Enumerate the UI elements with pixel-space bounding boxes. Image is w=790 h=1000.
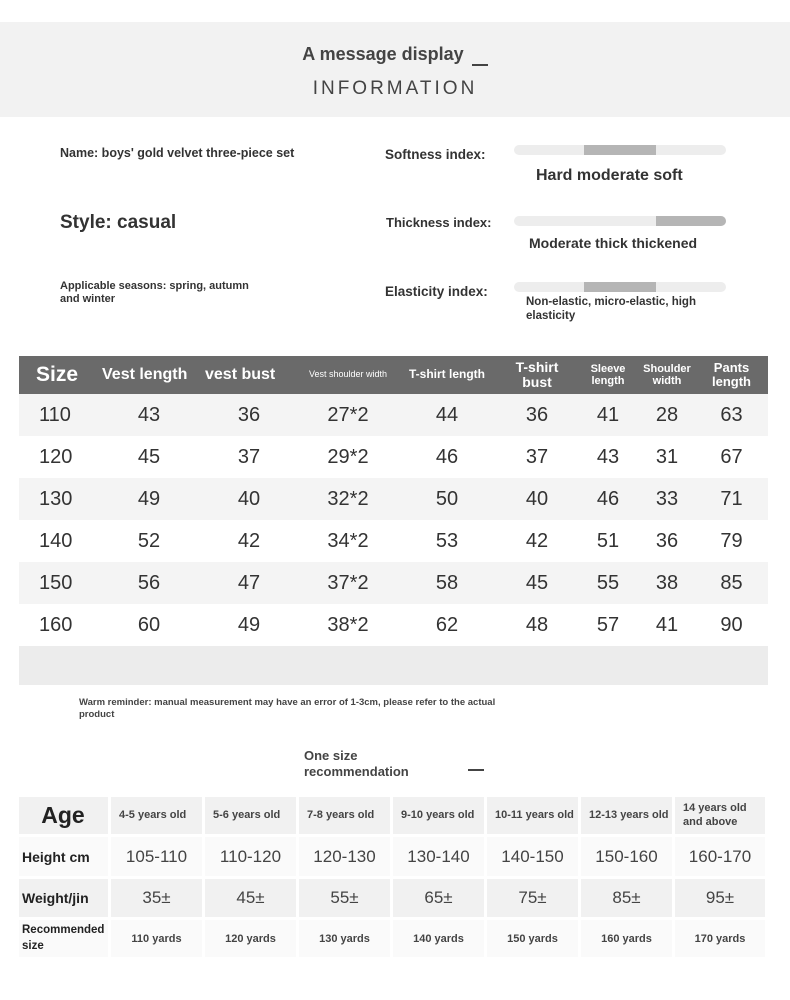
weight-cell: 55± [299, 879, 393, 920]
age-cell: 9-10 years old [393, 797, 487, 837]
elasticity-caption: Non-elastic, micro-elastic, high elasticity [526, 296, 696, 322]
weight-cell: 65± [393, 879, 487, 920]
elasticity-scale [514, 282, 726, 292]
col-header: T-shirt bust [497, 356, 577, 394]
product-style: Style: casual [60, 212, 177, 233]
table-cell: 47 [199, 562, 299, 604]
table-cell: 46 [577, 478, 639, 520]
table-cell: 48 [497, 604, 577, 646]
col-header: T-shirt length [397, 356, 497, 394]
table-cell: 120 [19, 436, 99, 478]
table-row [19, 562, 768, 604]
table-row [19, 604, 768, 646]
col-header: Shoulder width [639, 356, 695, 394]
table-row [19, 478, 768, 520]
table-cell: 33 [639, 478, 695, 520]
table-cell: 43 [99, 394, 199, 436]
size-table-header [19, 356, 768, 394]
table-cell: 43 [577, 436, 639, 478]
page-title [0, 44, 790, 66]
table-cell: 45 [497, 562, 577, 604]
table-cell: 31 [639, 436, 695, 478]
weight-cell: 95± [675, 879, 768, 920]
table-cell: 27*2 [299, 394, 397, 436]
weight-cell: 85± [581, 879, 675, 920]
col-header: Vest shoulder width [299, 356, 397, 394]
table-cell: 58 [397, 562, 497, 604]
height-cell: 120-130 [299, 837, 393, 879]
table-cell: 51 [577, 520, 639, 562]
table-cell: 28 [639, 394, 695, 436]
table-cell: 52 [99, 520, 199, 562]
table-cell: 150 [19, 562, 99, 604]
table-cell: 71 [695, 478, 768, 520]
table-cell: 60 [99, 604, 199, 646]
age-cell: 10-11 years old [487, 797, 581, 837]
table-cell: 130 [19, 478, 99, 520]
table-cell: 42 [497, 520, 577, 562]
table-cell: 36 [497, 394, 577, 436]
weight-row [19, 879, 768, 920]
title-dash [472, 64, 488, 66]
elasticity-scale-fill [584, 282, 656, 292]
table-filler-cell [19, 646, 768, 685]
table-cell: 85 [695, 562, 768, 604]
recommendation-title [304, 748, 409, 779]
table-cell: 110 [19, 394, 99, 436]
height-cell: 160-170 [675, 837, 768, 879]
weight-cell: 35± [111, 879, 205, 920]
table-cell: 53 [397, 520, 497, 562]
col-header: Vest length [99, 356, 199, 394]
size-cell: 150 yards [487, 920, 581, 960]
table-cell: 46 [397, 436, 497, 478]
height-row [19, 837, 768, 879]
thickness-scale-fill [656, 216, 726, 226]
table-cell: 56 [99, 562, 199, 604]
softness-caption: Hard moderate soft [536, 167, 683, 184]
recommendation-table [19, 797, 768, 960]
row-label-height: Height cm [19, 837, 111, 879]
height-cell: 110-120 [205, 837, 299, 879]
height-cell: 105-110 [111, 837, 205, 879]
size-cell: 160 yards [581, 920, 675, 960]
col-header: Pants length [695, 356, 768, 394]
table-cell: 44 [397, 394, 497, 436]
table-cell: 36 [639, 520, 695, 562]
age-cell: 7-8 years old [299, 797, 393, 837]
recommendation-dash [468, 769, 484, 771]
table-row [19, 394, 768, 436]
table-cell: 90 [695, 604, 768, 646]
table-cell: 45 [99, 436, 199, 478]
table-cell: 29*2 [299, 436, 397, 478]
table-cell: 49 [199, 604, 299, 646]
size-cell: 120 yards [205, 920, 299, 960]
table-cell: 140 [19, 520, 99, 562]
recommendation-title-line2: recommendation [304, 763, 409, 779]
page-subtitle: INFORMATION [312, 78, 478, 99]
table-cell: 49 [99, 478, 199, 520]
size-cell: 110 yards [111, 920, 205, 960]
table-row [19, 436, 768, 478]
table-cell: 38*2 [299, 604, 397, 646]
weight-cell: 75± [487, 879, 581, 920]
elasticity-label: Elasticity index: [385, 284, 488, 299]
table-cell: 67 [695, 436, 768, 478]
height-cell: 140-150 [487, 837, 581, 879]
table-cell: 63 [695, 394, 768, 436]
age-row [19, 797, 768, 837]
table-cell: 32*2 [299, 478, 397, 520]
weight-cell: 45± [205, 879, 299, 920]
col-header: vest bust [199, 356, 299, 394]
table-cell: 62 [397, 604, 497, 646]
thickness-caption: Moderate thick thickened [529, 235, 698, 251]
table-cell: 160 [19, 604, 99, 646]
table-cell: 55 [577, 562, 639, 604]
table-row [19, 520, 768, 562]
softness-scale-fill [584, 145, 656, 155]
age-cell: 4-5 years old [111, 797, 205, 837]
size-cell: 170 yards [675, 920, 768, 960]
height-cell: 130-140 [393, 837, 487, 879]
product-name: Name: boys' gold velvet three-piece set [60, 146, 295, 160]
table-cell: 37 [199, 436, 299, 478]
table-cell: 36 [199, 394, 299, 436]
row-label-size: Recommended size [19, 920, 111, 960]
table-cell: 79 [695, 520, 768, 562]
table-cell: 57 [577, 604, 639, 646]
thickness-scale [514, 216, 726, 226]
table-cell: 41 [639, 604, 695, 646]
table-cell: 38 [639, 562, 695, 604]
age-cell: 12-13 years old [581, 797, 675, 837]
col-header: Size [19, 356, 99, 394]
table-cell: 37 [497, 436, 577, 478]
table-filler-row [19, 646, 768, 685]
recommendation-title-line1: One size [304, 748, 358, 763]
table-cell: 37*2 [299, 562, 397, 604]
size-recommendation-row [19, 920, 768, 960]
table-cell: 42 [199, 520, 299, 562]
softness-scale [514, 145, 726, 155]
header-banner [0, 22, 790, 117]
table-cell: 40 [497, 478, 577, 520]
softness-label: Softness index: [385, 147, 486, 162]
col-header: Sleeve length [577, 356, 639, 394]
age-cell: 5-6 years old [205, 797, 299, 837]
page-title-text: A message display [302, 44, 464, 64]
size-table [19, 356, 768, 685]
height-cell: 150-160 [581, 837, 675, 879]
thickness-label: Thickness index: [386, 215, 492, 230]
warm-reminder: Warm reminder: manual measurement may have an error of 1-3cm, please refer to the actual product [79, 697, 496, 720]
size-cell: 140 yards [393, 920, 487, 960]
age-cell: 14 years old and above [675, 797, 768, 837]
table-cell: 34*2 [299, 520, 397, 562]
table-cell: 41 [577, 394, 639, 436]
row-label-weight: Weight/jin [19, 879, 111, 920]
row-label-age: Age [19, 797, 111, 837]
product-seasons: Applicable seasons: spring, autumn and winter [60, 280, 249, 306]
table-cell: 50 [397, 478, 497, 520]
table-cell: 40 [199, 478, 299, 520]
size-cell: 130 yards [299, 920, 393, 960]
